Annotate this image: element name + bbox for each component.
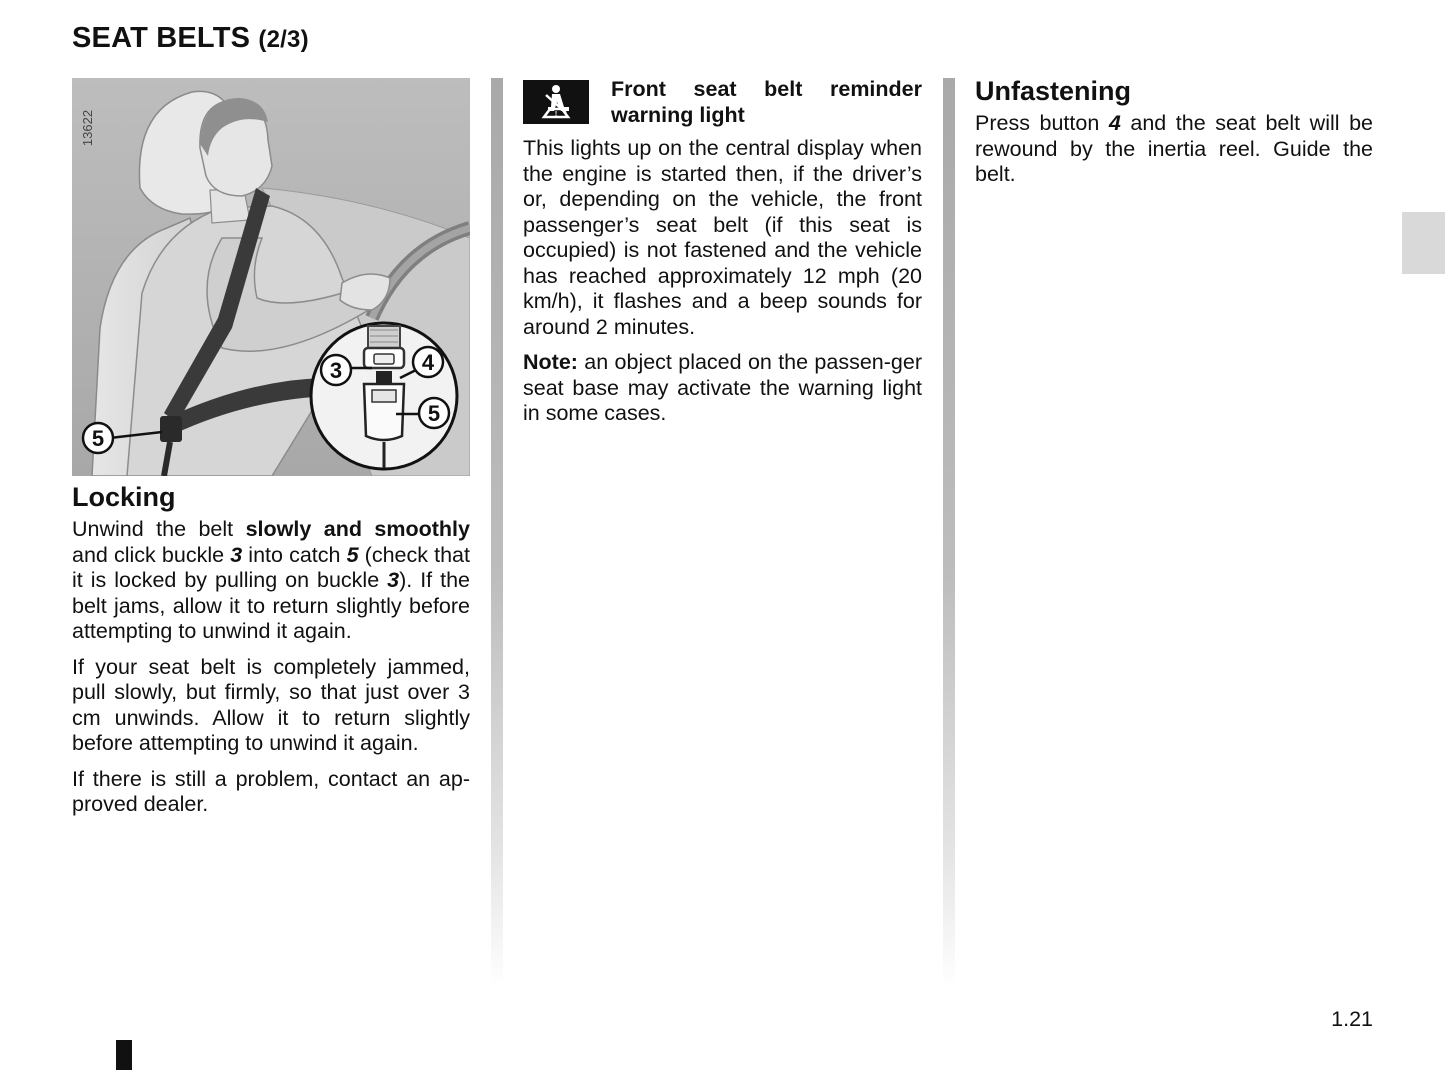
seat-belt-warning-icon (523, 80, 589, 124)
title-part: (2/3) (258, 26, 309, 53)
illustration-ref: 13622 (80, 109, 95, 147)
chapter-tab (1402, 212, 1445, 274)
reminder-title: Front seat belt reminder warning light (611, 77, 922, 127)
reminder-paragraph: This lights up on the central display when the engine is started then, if the driver’s or, depending on the vehicle, the front passenger’s seat belt (if this seat is occupied) is not fastened and the vehicle has reached approximately 12 mph (20 km/h), it flashes and a beep sounds for around 2 minutes. (523, 136, 922, 339)
reminder-note: Note: an object placed on the passen-ger seat base may activate the warning light in some cases. (523, 350, 922, 425)
locking-paragraph-2: If your seat belt is completely jammed, pull slowly, but firmly, so that just over 3 cm unwinds. Allow it to return slightly before attempting to unwind it again. (72, 654, 470, 755)
locking-paragraph-3: If there is still a problem, contact an ap-proved dealer. (72, 766, 470, 816)
callout-catch-5: 5 (91, 426, 105, 451)
page-title (72, 22, 309, 55)
seat-belt-illustration (72, 78, 470, 476)
svg-text:!: ! (554, 111, 558, 118)
reminder-header (523, 78, 922, 136)
title-text: SEAT BELTS (72, 22, 251, 54)
unfastening-heading: Unfastening (975, 76, 1132, 106)
callout-catch-detail-5: 5 (427, 401, 441, 426)
unfastening-column (975, 78, 1373, 198)
locking-paragraph-1: Unwind the belt slowly and smoothly and click buckle 3 into catch 5 (check that it is locked by pulling on buckle 3). If the belt jams, allow it to return slightly before attempting to unwind it again. (72, 517, 470, 643)
locking-column (72, 78, 470, 828)
unfastening-paragraph: Press button 4 and the seat belt will be rewound by the inertia reel. Guide the belt. (975, 111, 1373, 186)
reminder-column (523, 78, 922, 437)
callout-buckle-3: 3 (329, 358, 343, 383)
page-number: 1.21 (1331, 1007, 1373, 1031)
locking-heading: Locking (72, 482, 176, 512)
column-divider (491, 78, 503, 988)
print-marker (116, 1040, 132, 1070)
callout-button-4: 4 (421, 350, 435, 375)
column-divider (943, 78, 955, 988)
